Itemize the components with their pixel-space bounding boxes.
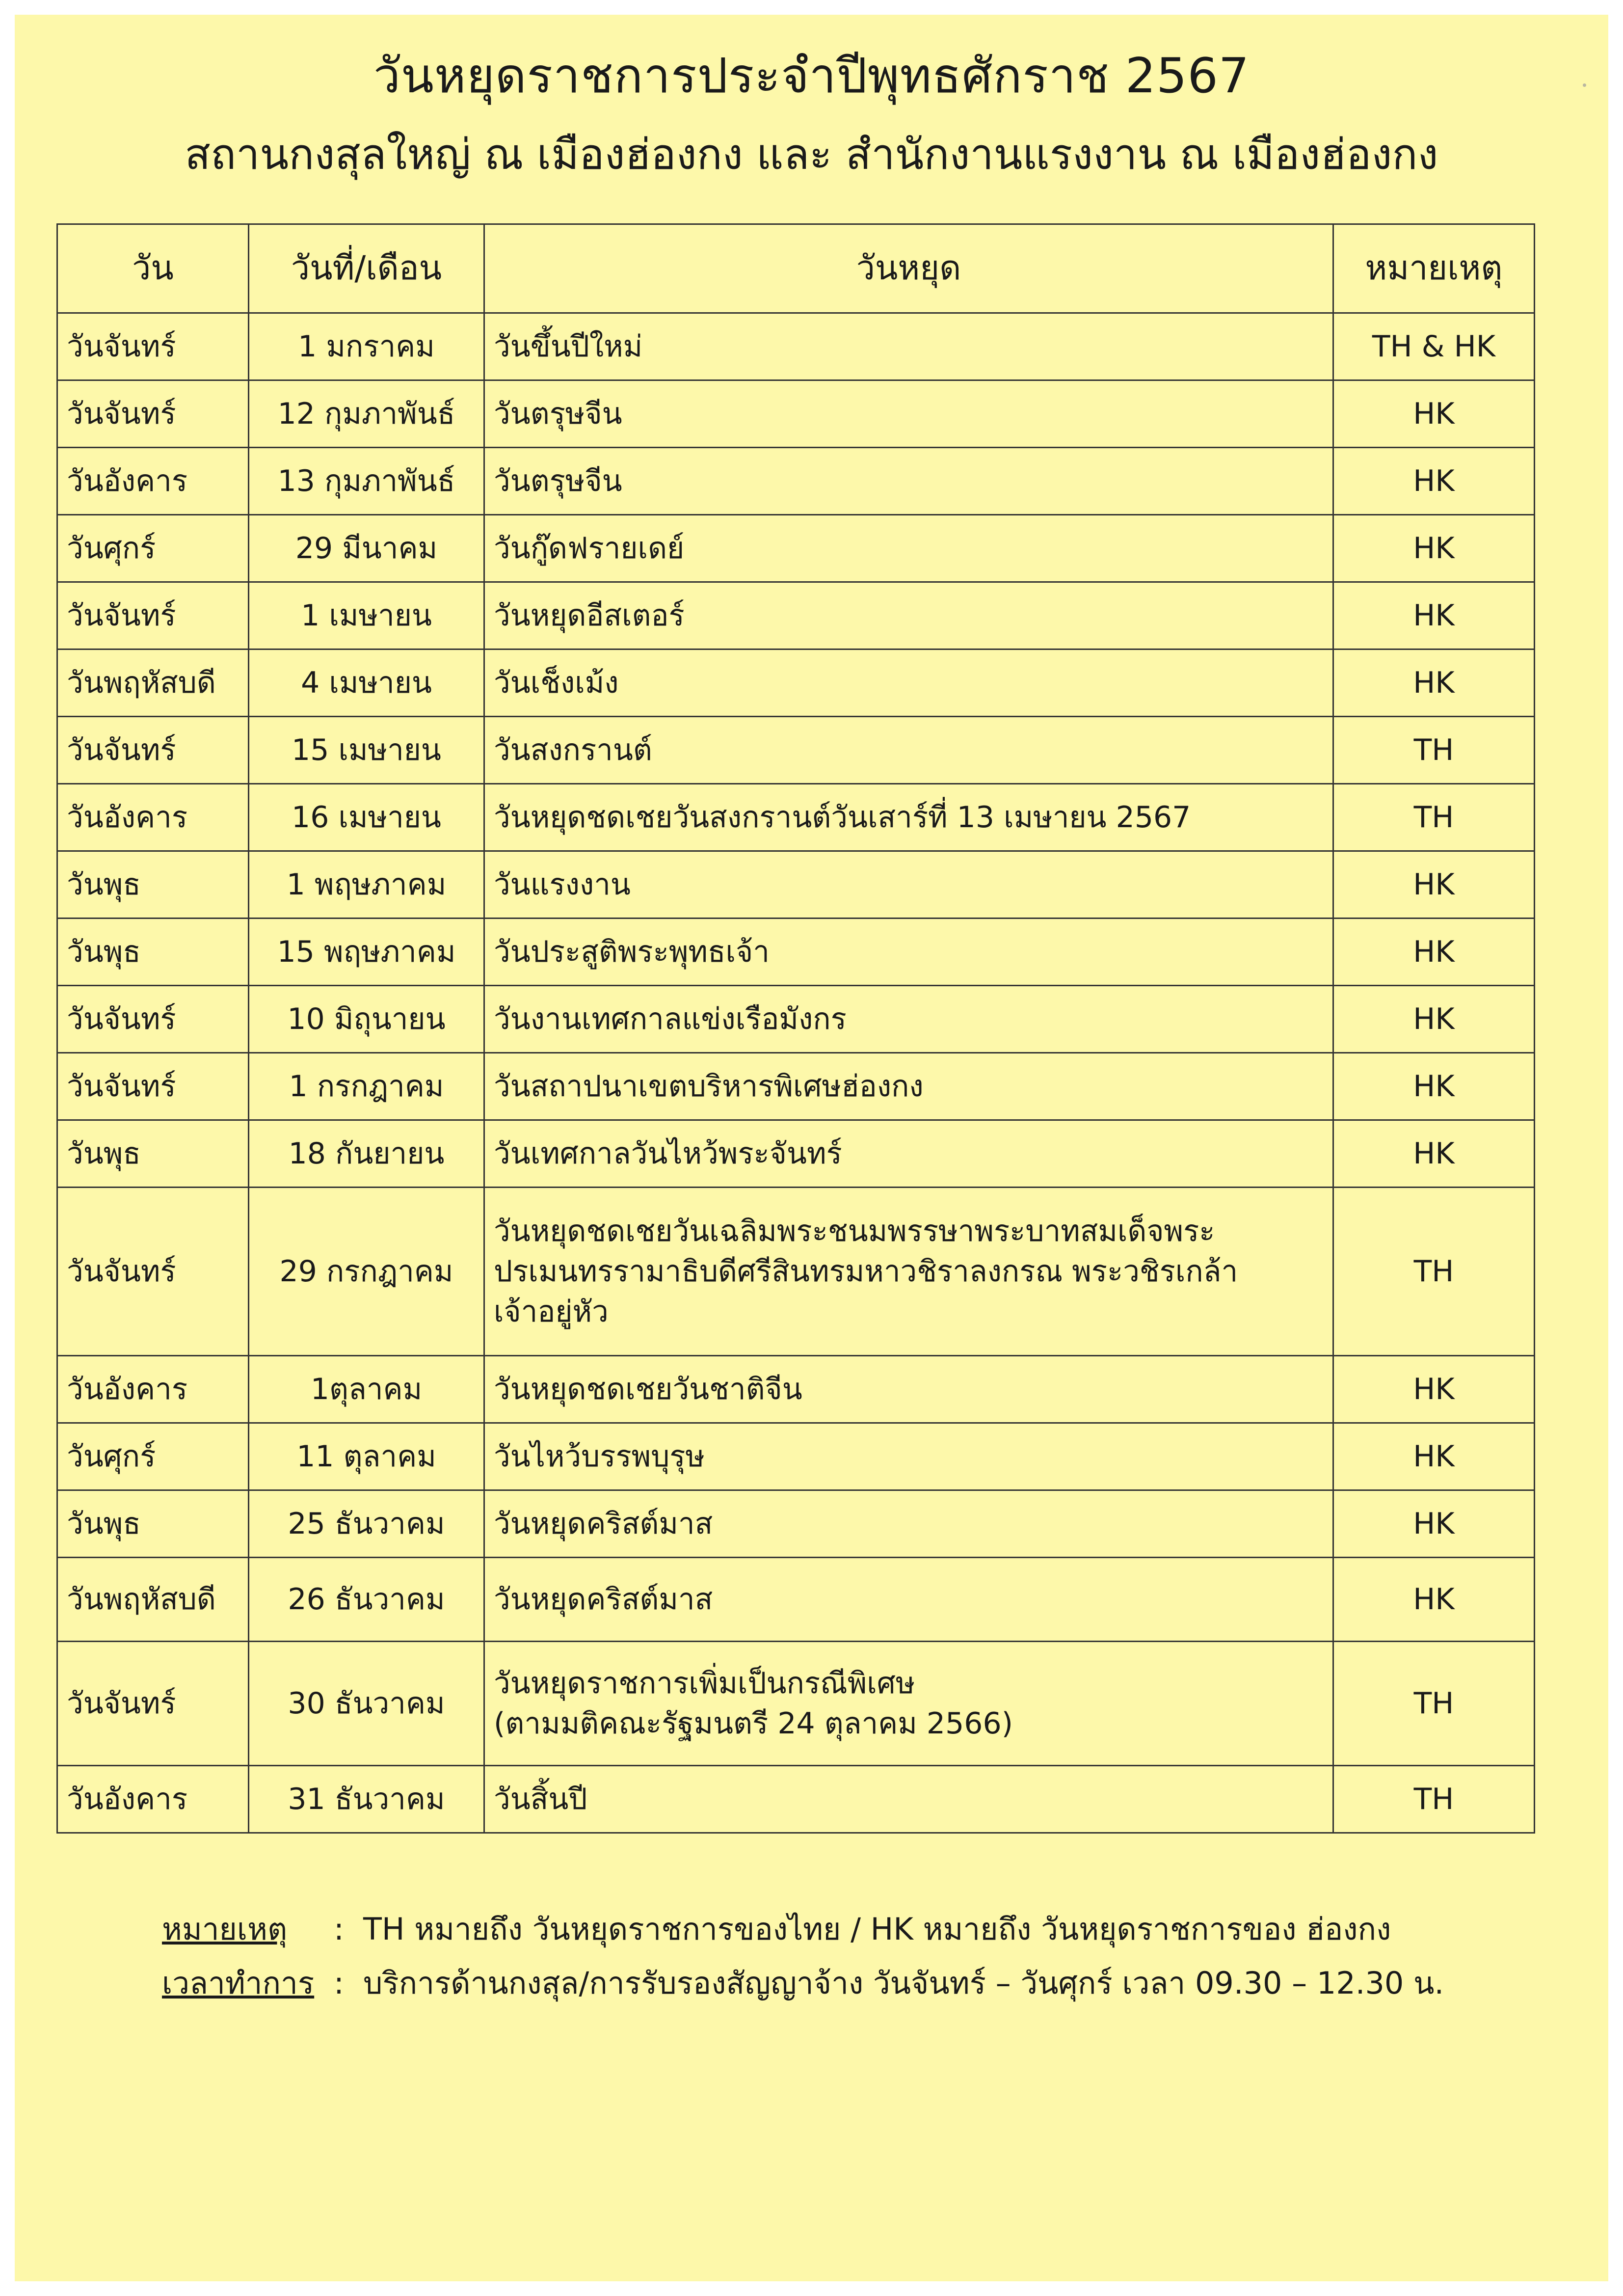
holiday-name-cell: วันไหว้บรรพบุรุษ: [484, 1423, 1333, 1490]
holiday-day-cell: วันพุธ: [57, 851, 249, 918]
holiday-table: [56, 223, 1535, 1834]
holiday-note-cell: HK: [1333, 515, 1535, 582]
table-row: [57, 515, 1535, 582]
holiday-name-cell: วันแรงงาน: [484, 851, 1333, 918]
holiday-name-cell: วันเช็งเม้ง: [484, 649, 1333, 717]
holiday-name-cell: วันสถาปนาเขตบริหารพิเศษฮ่องกง: [484, 1053, 1333, 1120]
table-row: [57, 649, 1535, 717]
holiday-name-cell: [484, 1188, 1333, 1356]
remark-text: TH หมายถึง วันหยุดราชการของไทย / HK หมายถึง วันหยุดราชการของ ฮ่องกง: [363, 1911, 1391, 1947]
table-row: [57, 1558, 1535, 1642]
holiday-date-cell: 4 เมษายน: [249, 649, 484, 717]
holiday-note-cell: HK: [1333, 649, 1535, 717]
holiday-date-cell: 11 ตุลาคม: [249, 1423, 484, 1490]
holiday-day-cell: วันจันทร์: [57, 582, 249, 649]
holiday-day-cell: วันศุกร์: [57, 1423, 249, 1490]
holiday-date-cell: 15 พฤษภาคม: [249, 918, 484, 986]
holiday-date-cell: 13 กุมภาพันธ์: [249, 448, 484, 515]
holiday-day-cell: วันอังคาร: [57, 784, 249, 851]
table-row: [57, 1120, 1535, 1188]
holiday-name-line: เจ้าอยู่หัว: [494, 1295, 609, 1329]
holiday-name-cell: วันกู๊ดฟรายเดย์: [484, 515, 1333, 582]
holiday-day-cell: วันจันทร์: [57, 313, 249, 380]
holiday-name-cell: วันตรุษจีน: [484, 448, 1333, 515]
remark-colon: :: [334, 1911, 344, 1947]
holiday-note-cell: TH: [1333, 1642, 1535, 1766]
holiday-day-cell: วันจันทร์: [57, 1053, 249, 1120]
holiday-day-cell: วันจันทร์: [57, 380, 249, 448]
holiday-day-cell: วันศุกร์: [57, 515, 249, 582]
holiday-name-cell: วันหยุดชดเชยวันชาติจีน: [484, 1356, 1333, 1423]
holiday-day-cell: วันพุธ: [57, 918, 249, 986]
holiday-date-cell: 16 เมษายน: [249, 784, 484, 851]
document-title: วันหยุดราชการประจำปีพุทธศักราช 2567: [373, 48, 1250, 104]
holiday-day-cell: วันพฤหัสบดี: [57, 649, 249, 717]
holiday-day-cell: วันอังคาร: [57, 448, 249, 515]
column-header-note: หมายเหตุ: [1333, 224, 1535, 313]
holiday-name-cell: วันหยุดอีสเตอร์: [484, 582, 1333, 649]
holiday-date-cell: 29 กรกฎาคม: [249, 1188, 484, 1356]
holiday-note-cell: HK: [1333, 1558, 1535, 1642]
table-row: [57, 380, 1535, 448]
holiday-name-line: วันหยุดชดเชยวันเฉลิมพระชนมพรรษาพระบาทสมเด็จพระ: [494, 1214, 1215, 1248]
holiday-day-cell: วันจันทร์: [57, 717, 249, 784]
holiday-name-cell: วันหยุดคริสต์มาส: [484, 1558, 1333, 1642]
holiday-table-body: [57, 313, 1535, 1833]
table-row: [57, 986, 1535, 1053]
holiday-day-cell: วันอังคาร: [57, 1766, 249, 1833]
holiday-name-line: วันหยุดราชการเพิ่มเป็นกรณีพิเศษ: [494, 1666, 915, 1701]
holiday-note-cell: HK: [1333, 1490, 1535, 1558]
holiday-date-cell: 1ตุลาคม: [249, 1356, 484, 1423]
holiday-note-cell: HK: [1333, 918, 1535, 986]
holiday-date-cell: 1 กรกฎาคม: [249, 1053, 484, 1120]
holiday-date-cell: 29 มีนาคม: [249, 515, 484, 582]
holiday-day-cell: วันพุธ: [57, 1490, 249, 1558]
holiday-date-cell: 1 พฤษภาคม: [249, 851, 484, 918]
holiday-name-cell: วันสิ้นปี: [484, 1766, 1333, 1833]
table-row: [57, 448, 1535, 515]
holiday-date-cell: 15 เมษายน: [249, 717, 484, 784]
table-row: [57, 1188, 1535, 1356]
hours-line: [162, 1956, 1444, 2010]
table-row: [57, 1423, 1535, 1490]
holiday-name-cell: วันตรุษจีน: [484, 380, 1333, 448]
table-row: [57, 918, 1535, 986]
hours-label: เวลาทำการ: [162, 1965, 315, 2001]
column-header-date: วันที่/เดือน: [249, 224, 484, 313]
holiday-day-cell: วันจันทร์: [57, 986, 249, 1053]
table-row: [57, 717, 1535, 784]
holiday-name-cell: วันหยุดชดเชยวันสงกรานต์วันเสาร์ที่ 13 เมษายน 2567: [484, 784, 1333, 851]
document-page: [15, 15, 1608, 2281]
holiday-note-cell: HK: [1333, 1120, 1535, 1188]
holiday-date-cell: 1 เมษายน: [249, 582, 484, 649]
holiday-day-cell: วันพฤหัสบดี: [57, 1558, 249, 1642]
table-row: [57, 1490, 1535, 1558]
holiday-note-cell: TH: [1333, 1188, 1535, 1356]
holiday-date-cell: 1 มกราคม: [249, 313, 484, 380]
holiday-day-cell: วันพุธ: [57, 1120, 249, 1188]
hours-text: บริการด้านกงสุล/การรับรองสัญญาจ้าง วันจันทร์ – วันศุกร์ เวลา 09.30 – 12.30 น.: [363, 1965, 1444, 2001]
hours-colon: :: [334, 1965, 344, 2001]
holiday-note-cell: HK: [1333, 1053, 1535, 1120]
holiday-note-cell: TH & HK: [1333, 313, 1535, 380]
holiday-name-cell: วันสงกรานต์: [484, 717, 1333, 784]
holiday-date-cell: 31 ธันวาคม: [249, 1766, 484, 1833]
scan-speck: [1583, 83, 1586, 87]
holiday-note-cell: TH: [1333, 784, 1535, 851]
holiday-date-cell: 12 กุมภาพันธ์: [249, 380, 484, 448]
table-header-row: [57, 224, 1535, 313]
table-row: [57, 784, 1535, 851]
remark-line: [162, 1902, 1444, 1956]
table-row: [57, 1766, 1535, 1833]
holiday-note-cell: HK: [1333, 1356, 1535, 1423]
holiday-name-cell: วันประสูติพระพุทธเจ้า: [484, 918, 1333, 986]
column-header-day: วัน: [57, 224, 249, 313]
holiday-note-cell: HK: [1333, 1423, 1535, 1490]
holiday-date-cell: 18 กันยายน: [249, 1120, 484, 1188]
holiday-name-cell: วันเทศกาลวันไหว้พระจันทร์: [484, 1120, 1333, 1188]
table-row: [57, 582, 1535, 649]
holiday-note-cell: HK: [1333, 986, 1535, 1053]
table-row: [57, 1642, 1535, 1766]
holiday-day-cell: วันอังคาร: [57, 1356, 249, 1423]
holiday-name-line: ปรเมนทรรามาธิบดีศรีสินทรมหาวชิราลงกรณ พระวชิรเกล้า: [494, 1254, 1238, 1289]
table-row: [57, 1053, 1535, 1120]
holiday-name-cell: วันงานเทศกาลแข่งเรือมังกร: [484, 986, 1333, 1053]
table-row: [57, 1356, 1535, 1423]
holiday-name-line: (ตามมติคณะรัฐมนตรี 24 ตุลาคม 2566): [494, 1706, 1013, 1741]
holiday-note-cell: HK: [1333, 448, 1535, 515]
table-row: [57, 313, 1535, 380]
holiday-name-cell: วันขึ้นปีใหม่: [484, 313, 1333, 380]
holiday-date-cell: 25 ธันวาคม: [249, 1490, 484, 1558]
holiday-name-cell: วันหยุดคริสต์มาส: [484, 1490, 1333, 1558]
holiday-note-cell: HK: [1333, 582, 1535, 649]
holiday-date-cell: 26 ธันวาคม: [249, 1558, 484, 1642]
holiday-note-cell: HK: [1333, 380, 1535, 448]
holiday-day-cell: วันจันทร์: [57, 1642, 249, 1766]
holiday-name-cell: [484, 1642, 1333, 1766]
document-subtitle: สถานกงสุลใหญ่ ณ เมืองฮ่องกง และ สำนักงานแรงงาน ณ เมืองฮ่องกง: [185, 130, 1438, 179]
holiday-note-cell: TH: [1333, 1766, 1535, 1833]
holiday-note-cell: TH: [1333, 717, 1535, 784]
column-header-holiday: วันหยุด: [484, 224, 1333, 313]
holiday-note-cell: HK: [1333, 851, 1535, 918]
holiday-day-cell: วันจันทร์: [57, 1188, 249, 1356]
holiday-date-cell: 30 ธันวาคม: [249, 1642, 484, 1766]
table-row: [57, 851, 1535, 918]
holiday-date-cell: 10 มิถุนายน: [249, 986, 484, 1053]
footer-notes: [162, 1902, 1444, 2010]
remark-label: หมายเหตุ: [162, 1911, 288, 1947]
